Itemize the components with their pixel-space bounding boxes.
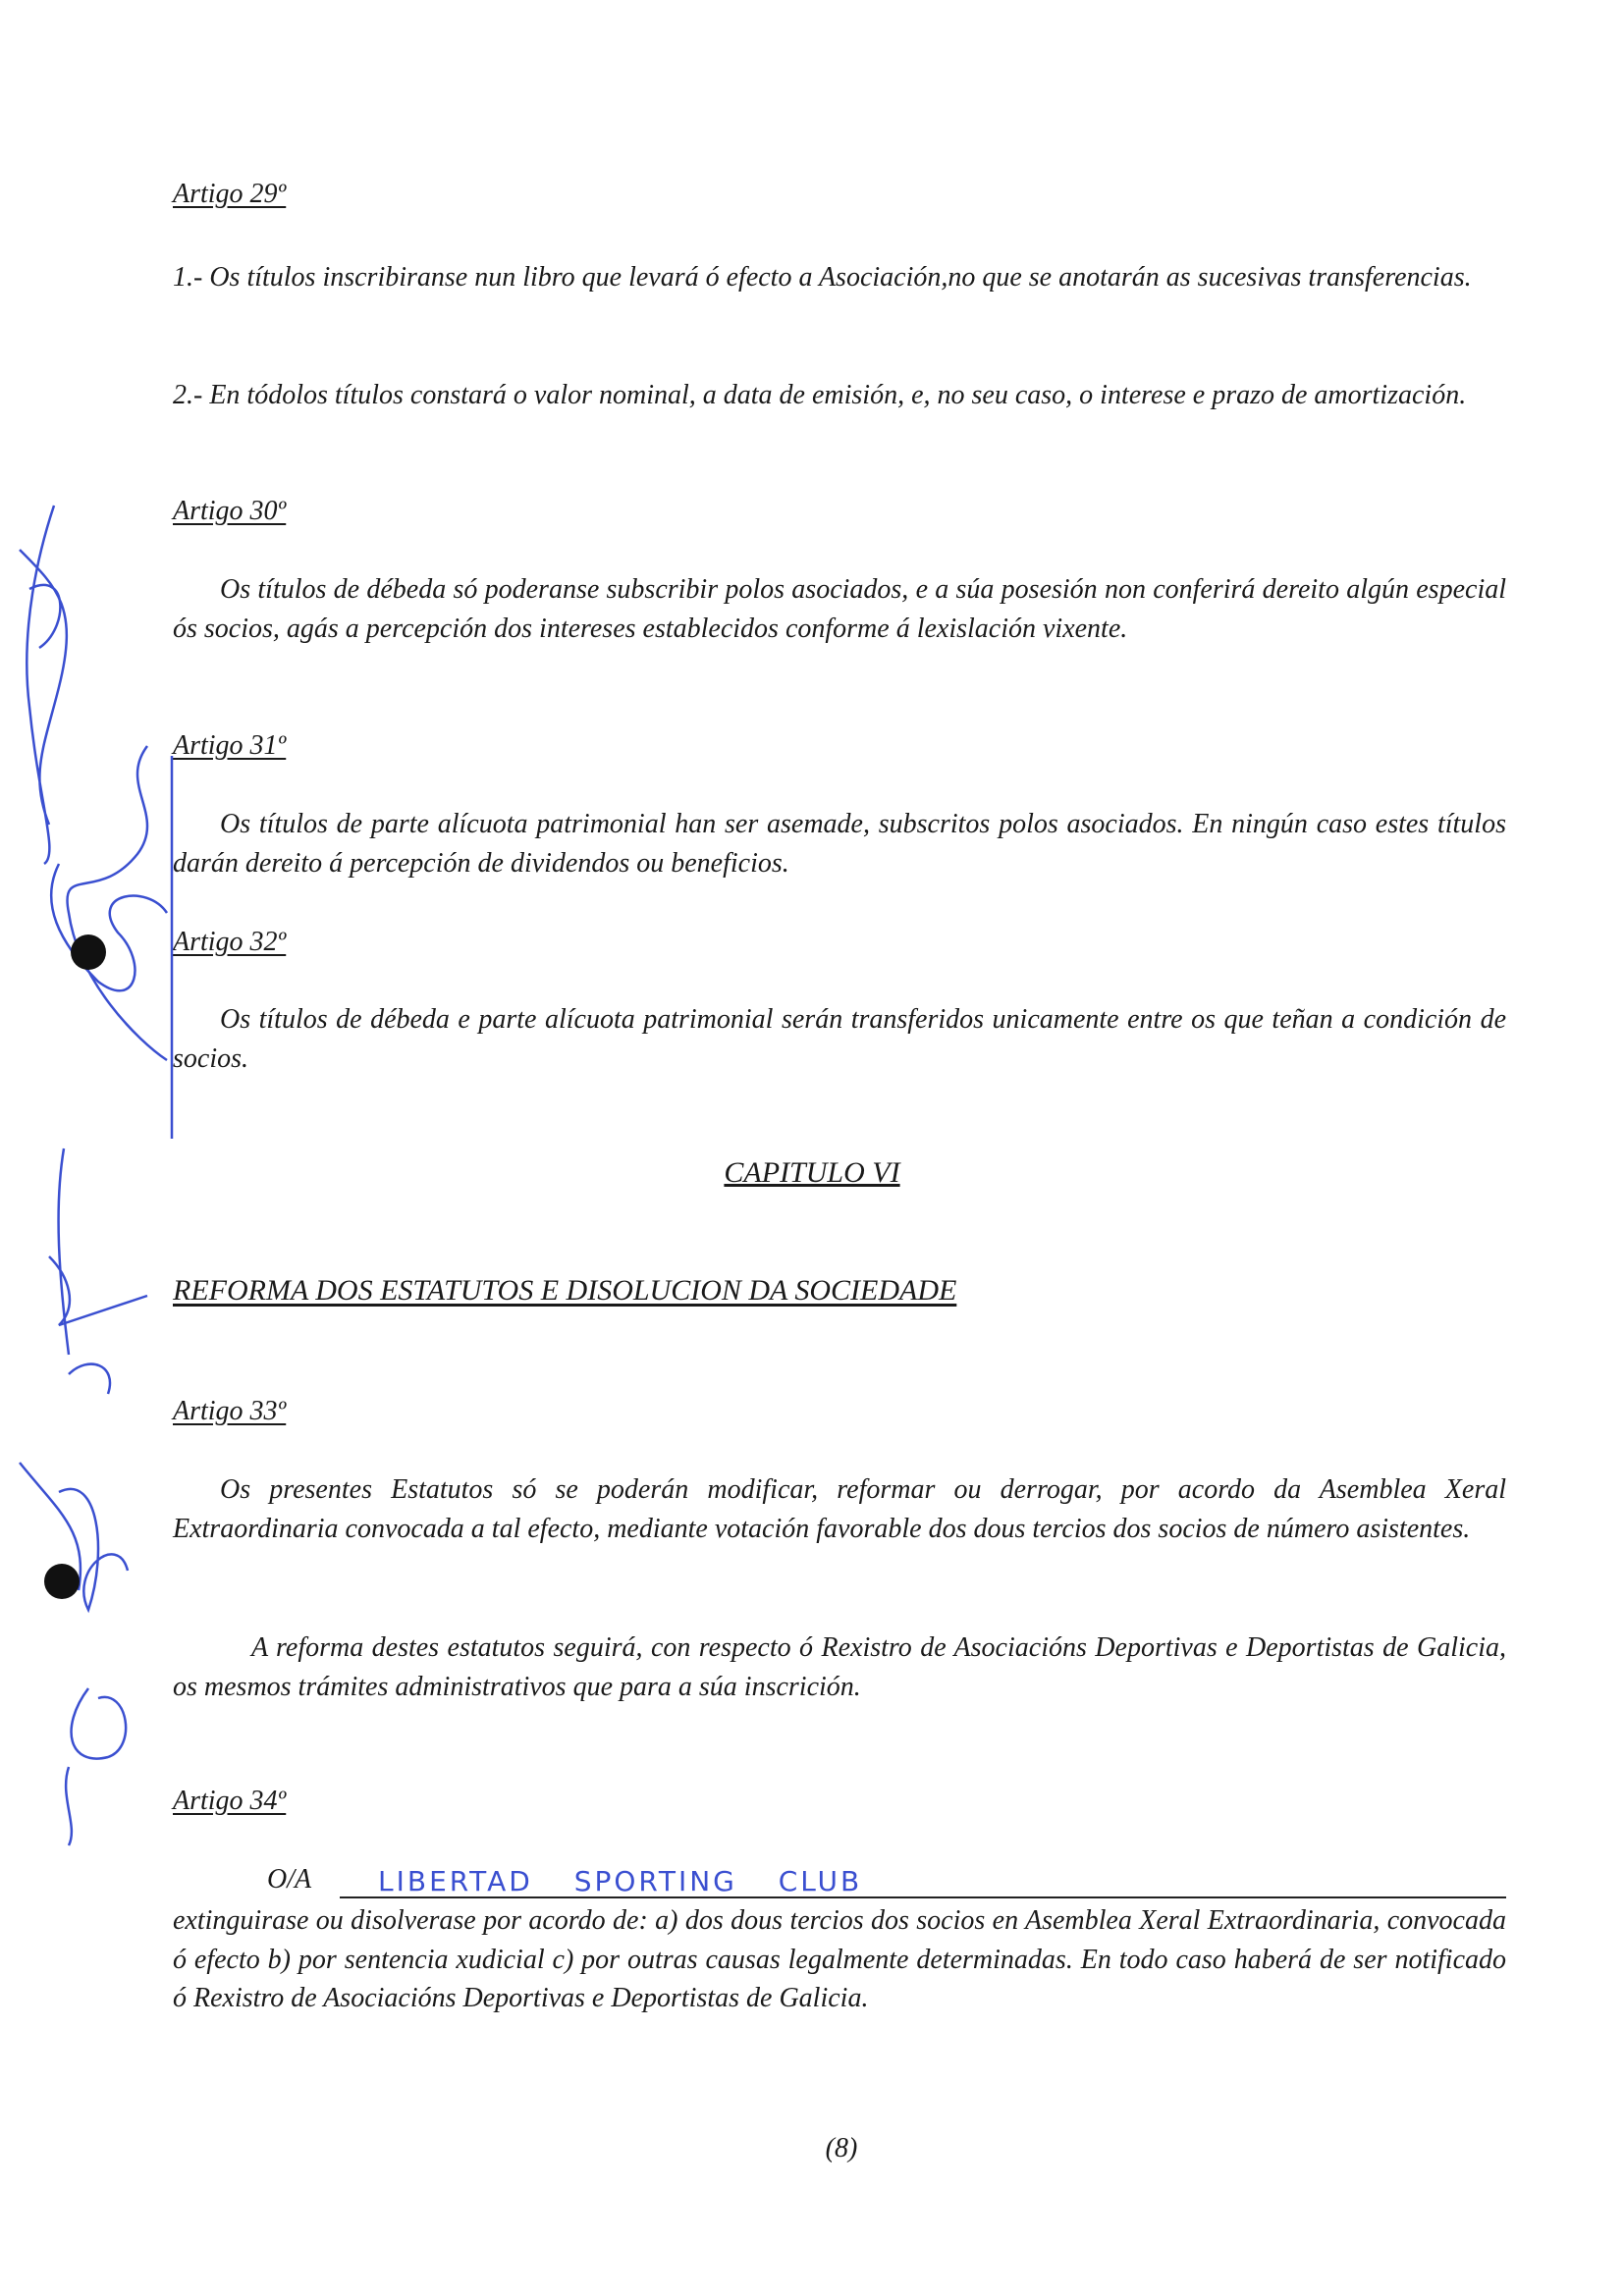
article-32-paragraph: Os títulos de débeda e parte alícuota patrimonial serán transferidos unicamente entre os que teñan a condición de socios. (173, 1004, 1506, 1074)
article-31-paragraph: Os títulos de parte alícuota patrimonial han ser asemade, subscritos polos asociados. En ningún caso estes títulos darán dereito á percepción de dividendos ou beneficios. (173, 809, 1506, 879)
article-34-heading: Artigo 34º (173, 1786, 287, 1816)
article-30-paragraph: Os títulos de débeda só poderanse subscribir polos asociados, e a súa posesión non conferirá dereito algún especial ós socios, agás a percepción dos intereses establecidos conforme á lexislación vixente. (173, 574, 1506, 644)
article-34-paragraph: extinguirase ou disolverase por acordo de: a) dos dous tercios dos socios en Asemblea Xeral Extraordinaria, convocada ó efecto b) por sentencia xudicial c) por outras causas legalmente determinadas. En todo caso haberá de ser notificado ó Rexistro de Asociacións Deportivas e Deportistas de Galicia. (173, 1905, 1506, 2013)
article-29-paragraph-2: 2.- En tódolos títulos constará o valor nominal, a data de emisión, e, no seu caso, o interese e prazo de amortización. (173, 380, 1467, 410)
punch-hole-mark (71, 934, 106, 970)
article-33-paragraph-1: Os presentes Estatutos só se poderán modificar, reformar ou derrogar, por acordo da Asemblea Xeral Extraordinaria convocada a tal efecto, mediante votación favorable dos dous tercios dos socios de número asistentes. (173, 1474, 1506, 1544)
article-30-heading: Artigo 30º (173, 496, 287, 526)
article-34-prefix: O/A (267, 1864, 312, 1895)
page-number: (8) (825, 2133, 858, 2163)
article-33-heading: Artigo 33º (173, 1396, 287, 1426)
article-33-paragraph-2: A reforma destes estatutos seguirá, con respecto ó Rexistro de Asociacións Deportivas e Deportistas de Galicia, os mesmos trámites administrativos que para a súa inscrición. (173, 1632, 1506, 1702)
article-29-heading: Artigo 29º (173, 179, 287, 209)
signature-5 (66, 1688, 126, 1845)
punch-hole-mark (44, 1564, 80, 1599)
handwritten-club-name: LIBERTAD SPORTING CLUB (378, 1865, 863, 1897)
chapter-heading: CAPITULO VI (724, 1156, 900, 1189)
chapter-title: REFORMA DOS ESTATUTOS E DISOLUCION DA SOCIEDADE (173, 1274, 957, 1307)
article-32-heading: Artigo 32º (173, 927, 287, 957)
article-29-paragraph-1: 1.- Os títulos inscribiranse nun libro que levará ó efecto a Asociación,no que se anotarán as sucesivas transferencias. (173, 262, 1472, 293)
signature-2 (51, 746, 172, 1139)
signature-1 (20, 506, 67, 864)
article-31-heading: Artigo 31º (173, 730, 287, 761)
signature-3 (49, 1148, 147, 1394)
